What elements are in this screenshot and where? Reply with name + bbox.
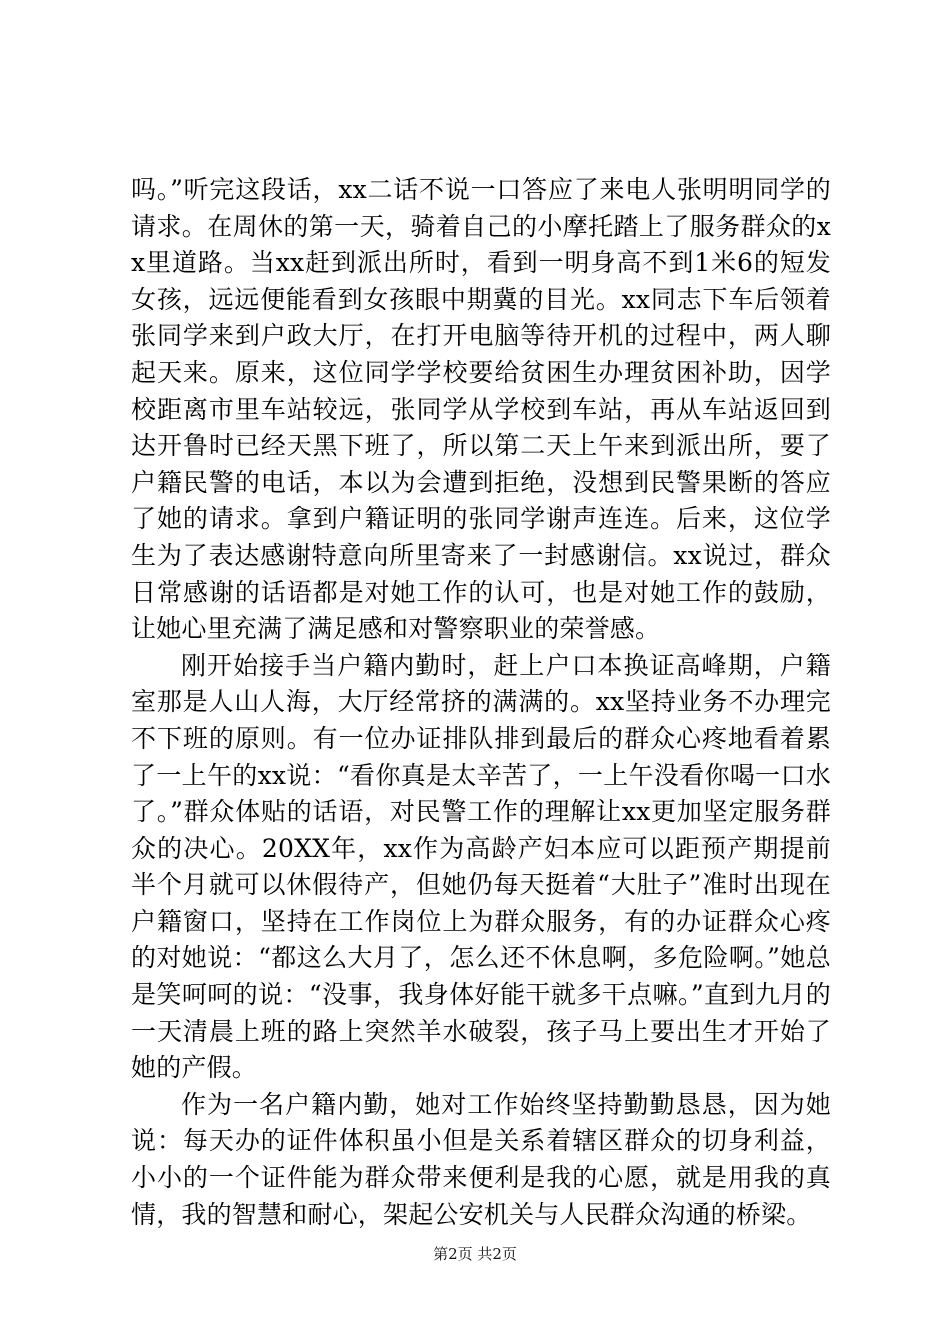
page-number-footer: 第2页 共2页 (433, 1245, 517, 1263)
body-text (131, 172, 831, 1233)
paragraph-continuation: 吗。”听完这段话，xx二话不说一口答应了来电人张明明同学的请求。在周休的第一天，骑着自己的小摩托踏上了服务群众的xx里道路。当xx赶到派出所时，看到一明身高不到1米6的短发女孩，远远便能看到女孩眼中期冀的目光。xx同志下车后领着张同学来到户政大厅，在打开电脑等待开机的过程中，两人聊起天来。原来，这位同学学校要给贫困生办理贫困补助，因学校距离市里车站较远，张同学从学校到车站，再从车站返回到达开鲁时已经天黑下班了，所以第二天上午来到派出所，要了户籍民警的电话，本以为会遭到拒绝，没想到民警果断的答应了她的请求。拿到户籍证明的张同学谢声连连。后来，这位学生为了表达感谢特意向所里寄来了一封感谢信。xx说过，群众日常感谢的话语都是对她工作的认可，也是对她工作的鼓励，让她心里充满了满足感和对警察职业的荣誉感。 (131, 175, 831, 644)
paragraph-conclusion: 作为一名户籍内勤，她对工作始终坚持勤勤恳恳，因为她说：每天办的证件体积虽小但是关系着辖区群众的切身利益，小小的一个证件能为群众带来便利是我的心愿，就是用我的真情，我的智慧和耐心，架起公安机关与人民群众沟通的桥梁。 (131, 1089, 831, 1229)
paragraph-peak-period: 刚开始接手当户籍内勤时，赶上户口本换证高峰期，户籍室那是人山人海，大厅经常挤的满满的。xx坚持业务不办理完不下班的原则。有一位办证排队排到最后的群众心疼地看着累了一上午的xx说：“看你真是太辛苦了，一上午没看你喝一口水了。”群众体贴的话语，对民警工作的理解让xx更加坚定服务群众的决心。20XX年，xx作为高龄产妇本应可以距预产期提前半个月就可以休假待产，但她仍每天挺着“大肚子”准时出现在户籍窗口，坚持在工作岗位上为群众服务，有的办证群众心疼的对她说：“都这么大月了，怎么还不休息啊，多危险啊。”她总是笑呵呵的说：“没事，我身体好能干就多干点嘛。”直到九月的一天清晨上班的路上突然羊水破裂，孩子马上要出生才开始了她的产假。 (131, 650, 832, 1083)
